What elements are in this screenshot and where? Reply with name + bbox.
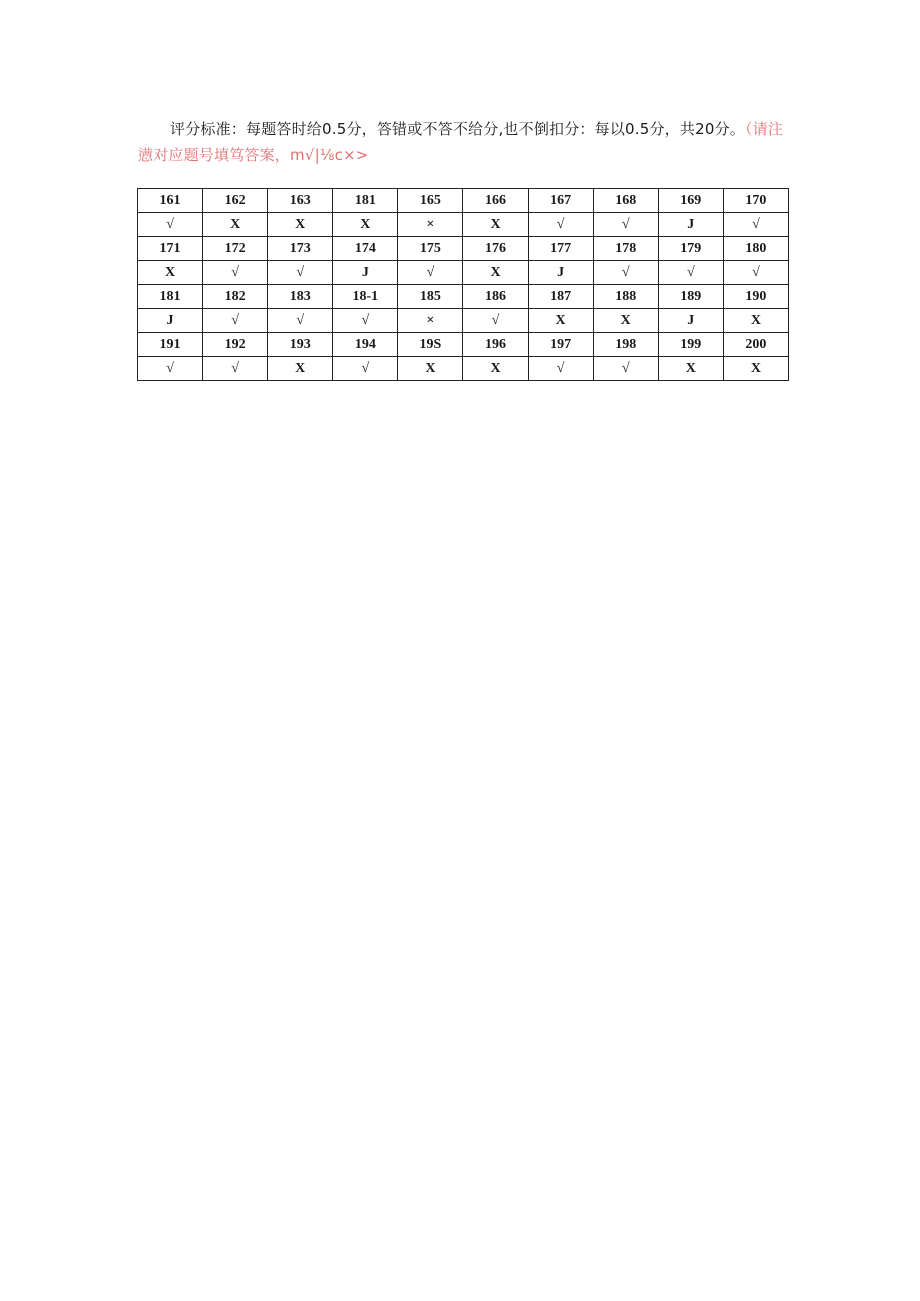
answer-row bbox=[138, 309, 789, 333]
question-number-cell: 185 bbox=[398, 285, 463, 309]
answer-cell: √ bbox=[658, 261, 723, 285]
question-number-cell: 169 bbox=[658, 189, 723, 213]
answer-cell: √ bbox=[203, 261, 268, 285]
question-number-cell: 167 bbox=[528, 189, 593, 213]
question-number-cell: 181 bbox=[333, 189, 398, 213]
scoring-criteria-text: 评分标准：每题答时给0.5分，答错或不答不给分,也不倒扣分：每以0.5分，共20分。 bbox=[170, 120, 745, 138]
answer-row bbox=[138, 357, 789, 381]
answer-table bbox=[137, 188, 789, 381]
answer-cell: √ bbox=[398, 261, 463, 285]
scoring-instructions bbox=[138, 116, 790, 168]
answer-cell: √ bbox=[723, 213, 788, 237]
answer-cell: √ bbox=[723, 261, 788, 285]
question-number-cell: 176 bbox=[463, 237, 528, 261]
answer-cell: X bbox=[723, 357, 788, 381]
answer-cell: X bbox=[463, 261, 528, 285]
question-number-cell: 196 bbox=[463, 333, 528, 357]
question-number-cell: 173 bbox=[268, 237, 333, 261]
question-number-cell: 165 bbox=[398, 189, 463, 213]
question-number-cell: 171 bbox=[138, 237, 203, 261]
answer-row bbox=[138, 261, 789, 285]
answer-cell: √ bbox=[268, 261, 333, 285]
question-number-cell: 200 bbox=[723, 333, 788, 357]
question-number-cell: 174 bbox=[333, 237, 398, 261]
question-number-cell: 178 bbox=[593, 237, 658, 261]
answer-cell: X bbox=[398, 357, 463, 381]
question-number-row bbox=[138, 237, 789, 261]
answer-cell: √ bbox=[203, 357, 268, 381]
answer-cell: J bbox=[658, 309, 723, 333]
answer-cell: √ bbox=[333, 309, 398, 333]
answer-cell: √ bbox=[528, 357, 593, 381]
question-number-cell: 179 bbox=[658, 237, 723, 261]
question-number-cell: 19S bbox=[398, 333, 463, 357]
question-number-cell: 163 bbox=[268, 189, 333, 213]
question-number-cell: 177 bbox=[528, 237, 593, 261]
answer-cell: X bbox=[723, 309, 788, 333]
answer-cell: X bbox=[333, 213, 398, 237]
answer-cell: J bbox=[138, 309, 203, 333]
answer-cell: J bbox=[528, 261, 593, 285]
question-number-cell: 198 bbox=[593, 333, 658, 357]
question-number-cell: 188 bbox=[593, 285, 658, 309]
answer-cell: √ bbox=[268, 309, 333, 333]
answer-note-text: （请注懑对应题号填笃答案，m√|⅛c×> bbox=[138, 120, 784, 164]
answer-cell: X bbox=[268, 357, 333, 381]
answer-table-body bbox=[138, 189, 789, 381]
question-number-cell: 194 bbox=[333, 333, 398, 357]
answer-cell: X bbox=[463, 357, 528, 381]
answer-cell: × bbox=[398, 309, 463, 333]
question-number-cell: 197 bbox=[528, 333, 593, 357]
answer-cell: √ bbox=[138, 357, 203, 381]
answer-cell: √ bbox=[528, 213, 593, 237]
answer-cell: √ bbox=[333, 357, 398, 381]
question-number-row bbox=[138, 285, 789, 309]
answer-cell: X bbox=[138, 261, 203, 285]
question-number-cell: 186 bbox=[463, 285, 528, 309]
answer-row bbox=[138, 213, 789, 237]
question-number-cell: 175 bbox=[398, 237, 463, 261]
answer-cell: X bbox=[593, 309, 658, 333]
question-number-cell: 168 bbox=[593, 189, 658, 213]
question-number-cell: 18-1 bbox=[333, 285, 398, 309]
question-number-cell: 189 bbox=[658, 285, 723, 309]
question-number-cell: 183 bbox=[268, 285, 333, 309]
question-number-cell: 170 bbox=[723, 189, 788, 213]
question-number-cell: 193 bbox=[268, 333, 333, 357]
answer-cell: √ bbox=[593, 213, 658, 237]
question-number-row bbox=[138, 189, 789, 213]
answer-cell: J bbox=[658, 213, 723, 237]
answer-cell: X bbox=[203, 213, 268, 237]
answer-cell: X bbox=[528, 309, 593, 333]
answer-cell: X bbox=[268, 213, 333, 237]
question-number-cell: 190 bbox=[723, 285, 788, 309]
question-number-cell: 192 bbox=[203, 333, 268, 357]
question-number-cell: 166 bbox=[463, 189, 528, 213]
answer-cell: X bbox=[658, 357, 723, 381]
answer-cell: √ bbox=[138, 213, 203, 237]
question-number-row bbox=[138, 333, 789, 357]
question-number-cell: 182 bbox=[203, 285, 268, 309]
question-number-cell: 199 bbox=[658, 333, 723, 357]
question-number-cell: 180 bbox=[723, 237, 788, 261]
question-number-cell: 191 bbox=[138, 333, 203, 357]
answer-cell: √ bbox=[463, 309, 528, 333]
question-number-cell: 187 bbox=[528, 285, 593, 309]
question-number-cell: 181 bbox=[138, 285, 203, 309]
question-number-cell: 161 bbox=[138, 189, 203, 213]
answer-cell: × bbox=[398, 213, 463, 237]
answer-cell: J bbox=[333, 261, 398, 285]
question-number-cell: 162 bbox=[203, 189, 268, 213]
answer-cell: √ bbox=[593, 357, 658, 381]
answer-cell: X bbox=[463, 213, 528, 237]
question-number-cell: 172 bbox=[203, 237, 268, 261]
answer-cell: √ bbox=[203, 309, 268, 333]
answer-cell: √ bbox=[593, 261, 658, 285]
